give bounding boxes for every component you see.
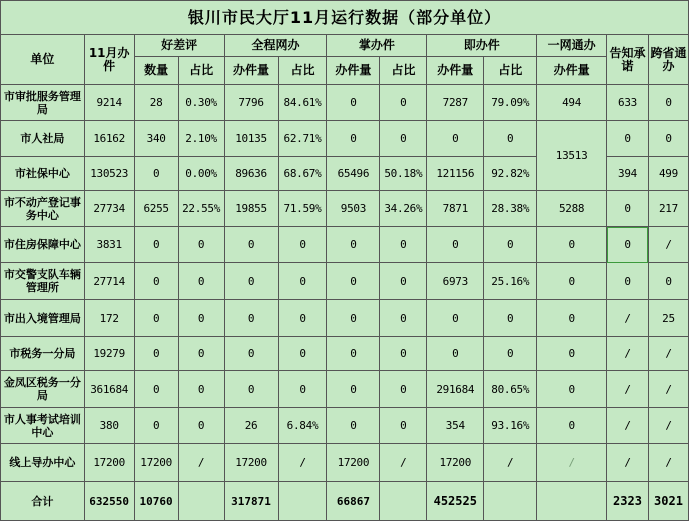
- table-row: [1, 444, 689, 482]
- cell-online[interactable]: 0: [224, 371, 278, 408]
- header-notify: 告知承诺: [607, 35, 649, 85]
- cell-gb-count[interactable]: 0: [134, 157, 178, 191]
- page-title: 银川市民大厅11月运行数据（部分单位）: [1, 1, 689, 35]
- cell-one-net[interactable]: 0: [537, 371, 607, 408]
- cell-instant-ratio[interactable]: /: [484, 444, 537, 482]
- cell-unit[interactable]: 市人事考试培训中心: [1, 408, 85, 444]
- cell-cross[interactable]: /: [648, 444, 688, 482]
- cell-online[interactable]: 19855: [224, 191, 278, 227]
- subheader-online-ratio: 占比: [278, 57, 327, 85]
- cell-notify[interactable]: 0: [607, 121, 649, 157]
- cell-nov[interactable]: 27734: [84, 191, 134, 227]
- cell-online-ratio[interactable]: 62.71%: [278, 121, 327, 157]
- subheader-online-volume: 办件量: [224, 57, 278, 85]
- cell-online[interactable]: 89636: [224, 157, 278, 191]
- cell-mobile[interactable]: 17200: [327, 444, 380, 482]
- cell-unit[interactable]: 市人社局: [1, 121, 85, 157]
- cell-notify[interactable]: /: [607, 444, 649, 482]
- cell-mobile-ratio[interactable]: 34.26%: [380, 191, 427, 227]
- cell-instant[interactable]: 354: [427, 408, 484, 444]
- table-row: [1, 263, 689, 300]
- cell-unit[interactable]: 线上导办中心: [1, 444, 85, 482]
- cell-online-ratio[interactable]: 0: [278, 227, 327, 263]
- cell-mobile-ratio[interactable]: 0: [380, 371, 427, 408]
- cell-total-gb-ratio[interactable]: [178, 482, 224, 521]
- cell-gb-ratio[interactable]: 2.10%: [178, 121, 224, 157]
- cell-mobile[interactable]: 9503: [327, 191, 380, 227]
- cell-gb-ratio[interactable]: 22.55%: [178, 191, 224, 227]
- subheader-gb-count: 数量: [134, 57, 178, 85]
- table-row: [1, 121, 689, 157]
- cell-online-ratio[interactable]: 0: [278, 300, 327, 337]
- cell-mobile-ratio[interactable]: 0: [380, 408, 427, 444]
- cell-online[interactable]: 0: [224, 263, 278, 300]
- cell-online-ratio[interactable]: 68.67%: [278, 157, 327, 191]
- cell-instant[interactable]: 6973: [427, 263, 484, 300]
- cell-notify[interactable]: /: [607, 408, 649, 444]
- cell-mobile-ratio[interactable]: 0: [380, 300, 427, 337]
- cell-instant-ratio[interactable]: 92.82%: [484, 157, 537, 191]
- cell-cross[interactable]: 217: [648, 191, 688, 227]
- table-row: [1, 300, 689, 337]
- cell-cross[interactable]: /: [648, 227, 688, 263]
- cell-notify[interactable]: 0: [607, 263, 649, 300]
- header-good-bad: 好差评: [134, 35, 224, 57]
- cell-cross[interactable]: 0: [648, 263, 688, 300]
- cell-mobile-ratio[interactable]: 0: [380, 85, 427, 121]
- cell-instant[interactable]: 121156: [427, 157, 484, 191]
- cell-gb-count[interactable]: 340: [134, 121, 178, 157]
- subheader-mobile-volume: 办件量: [327, 57, 380, 85]
- table-row: [1, 227, 689, 263]
- cell-mobile-ratio[interactable]: 0: [380, 121, 427, 157]
- cell-one-net[interactable]: 0: [537, 300, 607, 337]
- subheader-one-net-volume: 办件量: [537, 57, 607, 85]
- cell-nov[interactable]: 17200: [84, 444, 134, 482]
- cell-cross[interactable]: /: [648, 408, 688, 444]
- cell-mobile[interactable]: 0: [327, 121, 380, 157]
- cell-gb-ratio[interactable]: 0: [178, 371, 224, 408]
- cell-notify[interactable]: /: [607, 300, 649, 337]
- cell-instant[interactable]: 291684: [427, 371, 484, 408]
- cell-total-one-net[interactable]: [537, 482, 607, 521]
- cell-instant-ratio[interactable]: 0: [484, 121, 537, 157]
- table-row: [1, 371, 689, 408]
- cell-online[interactable]: 10135: [224, 121, 278, 157]
- header-one-net: 一网通办: [537, 35, 607, 57]
- subheader-instant-volume: 办件量: [427, 57, 484, 85]
- header-nov: 11月办件: [84, 35, 134, 85]
- cell-online[interactable]: 0: [224, 300, 278, 337]
- total-row: [1, 482, 689, 521]
- cell-gb-count[interactable]: 0: [134, 263, 178, 300]
- cell-gb-ratio[interactable]: /: [178, 444, 224, 482]
- cell-mobile[interactable]: 65496: [327, 157, 380, 191]
- cell-notify[interactable]: /: [607, 371, 649, 408]
- cell-instant[interactable]: 0: [427, 300, 484, 337]
- cell-instant-ratio[interactable]: 0: [484, 227, 537, 263]
- cell-gb-ratio[interactable]: 0.00%: [178, 157, 224, 191]
- cell-one-net[interactable]: 0: [537, 263, 607, 300]
- cell-mobile-ratio[interactable]: 0: [380, 337, 427, 371]
- cell-gb-ratio[interactable]: 0: [178, 263, 224, 300]
- cell-nov[interactable]: 19279: [84, 337, 134, 371]
- cell-online-ratio[interactable]: /: [278, 444, 327, 482]
- cell-instant-ratio[interactable]: 0: [484, 300, 537, 337]
- header-full-online: 全程网办: [224, 35, 327, 57]
- cell-mobile-ratio[interactable]: 0: [380, 227, 427, 263]
- cell-unit[interactable]: 市社保中心: [1, 157, 85, 191]
- cell-cross[interactable]: 25: [648, 300, 688, 337]
- cell-nov[interactable]: 361684: [84, 371, 134, 408]
- cell-gb-ratio[interactable]: 0.30%: [178, 85, 224, 121]
- cell-notify-selected[interactable]: 0: [607, 227, 649, 263]
- cell-cross[interactable]: /: [648, 337, 688, 371]
- cell-online-ratio[interactable]: 0: [278, 337, 327, 371]
- cell-nov[interactable]: 380: [84, 408, 134, 444]
- cell-total-notify[interactable]: 2323: [607, 482, 649, 521]
- cell-mobile[interactable]: 0: [327, 85, 380, 121]
- cell-online[interactable]: 17200: [224, 444, 278, 482]
- cell-online[interactable]: 26: [224, 408, 278, 444]
- cell-online[interactable]: 7796: [224, 85, 278, 121]
- cell-mobile[interactable]: 0: [327, 227, 380, 263]
- cell-nov[interactable]: 172: [84, 300, 134, 337]
- table-row: [1, 408, 689, 444]
- cell-nov[interactable]: 130523: [84, 157, 134, 191]
- cell-nov[interactable]: 9214: [84, 85, 134, 121]
- cell-notify[interactable]: 394: [607, 157, 649, 191]
- cell-instant-ratio[interactable]: 0: [484, 337, 537, 371]
- header-cross-province: 跨省通办: [648, 35, 688, 85]
- cell-gb-count[interactable]: 0: [134, 408, 178, 444]
- table-row: [1, 191, 689, 227]
- cell-instant[interactable]: 17200: [427, 444, 484, 482]
- cell-mobile[interactable]: 0: [327, 371, 380, 408]
- cell-total-online[interactable]: 317871: [224, 482, 278, 521]
- cell-instant-ratio[interactable]: 28.38%: [484, 191, 537, 227]
- subheader-gb-ratio: 占比: [178, 57, 224, 85]
- cell-gb-ratio[interactable]: 0: [178, 227, 224, 263]
- table-row: [1, 337, 689, 371]
- cell-online-ratio[interactable]: 71.59%: [278, 191, 327, 227]
- cell-unit[interactable]: 市不动产登记事务中心: [1, 191, 85, 227]
- table-row: [1, 85, 689, 121]
- cell-total-cross[interactable]: 3021: [648, 482, 688, 521]
- cell-gb-count[interactable]: 0: [134, 300, 178, 337]
- cell-gb-count[interactable]: 0: [134, 337, 178, 371]
- cell-online[interactable]: 0: [224, 227, 278, 263]
- cell-total-mobile-ratio[interactable]: [380, 482, 427, 521]
- cell-mobile-ratio[interactable]: 0: [380, 263, 427, 300]
- cell-instant[interactable]: 0: [427, 227, 484, 263]
- cell-one-net-merged[interactable]: 13513: [537, 121, 607, 191]
- cell-online-ratio[interactable]: 0: [278, 263, 327, 300]
- cell-instant[interactable]: 0: [427, 121, 484, 157]
- cell-total-gb-count[interactable]: 10760: [134, 482, 178, 521]
- cell-instant[interactable]: 7871: [427, 191, 484, 227]
- header-unit: 单位: [1, 35, 85, 85]
- cell-cross[interactable]: 0: [648, 121, 688, 157]
- cell-mobile[interactable]: 0: [327, 408, 380, 444]
- cell-online[interactable]: 0: [224, 337, 278, 371]
- cell-instant[interactable]: 0: [427, 337, 484, 371]
- cell-mobile-ratio[interactable]: 50.18%: [380, 157, 427, 191]
- cell-one-net[interactable]: /: [537, 444, 607, 482]
- cell-gb-count[interactable]: 0: [134, 371, 178, 408]
- cell-total-mobile[interactable]: 66867: [327, 482, 380, 521]
- subheader-instant-ratio: 占比: [484, 57, 537, 85]
- cell-one-net[interactable]: 494: [537, 85, 607, 121]
- cell-unit[interactable]: 市税务一分局: [1, 337, 85, 371]
- cell-gb-ratio[interactable]: 0: [178, 337, 224, 371]
- cell-instant-ratio[interactable]: 80.65%: [484, 371, 537, 408]
- cell-unit[interactable]: 市审批服务管理局: [1, 85, 85, 121]
- cell-gb-count[interactable]: 0: [134, 227, 178, 263]
- header-instant: 即办件: [427, 35, 537, 57]
- cell-notify[interactable]: /: [607, 337, 649, 371]
- cell-online-ratio[interactable]: 84.61%: [278, 85, 327, 121]
- cell-total-instant-ratio[interactable]: [484, 482, 537, 521]
- cell-unit[interactable]: 金凤区税务一分局: [1, 371, 85, 408]
- cell-instant-ratio[interactable]: 93.16%: [484, 408, 537, 444]
- cell-unit[interactable]: 市出入境管理局: [1, 300, 85, 337]
- cell-one-net[interactable]: 5288: [537, 191, 607, 227]
- cell-instant-ratio[interactable]: 79.09%: [484, 85, 537, 121]
- cell-notify[interactable]: 0: [607, 191, 649, 227]
- cell-gb-ratio[interactable]: 0: [178, 408, 224, 444]
- subheader-mobile-ratio: 占比: [380, 57, 427, 85]
- cell-total-label[interactable]: 合计: [1, 482, 85, 521]
- cell-gb-ratio[interactable]: 0: [178, 300, 224, 337]
- cell-mobile[interactable]: 0: [327, 337, 380, 371]
- cell-total-nov[interactable]: 632550: [84, 482, 134, 521]
- cell-one-net[interactable]: 0: [537, 337, 607, 371]
- cell-mobile[interactable]: 0: [327, 263, 380, 300]
- cell-one-net[interactable]: 0: [537, 227, 607, 263]
- cell-online-ratio[interactable]: 6.84%: [278, 408, 327, 444]
- cell-one-net[interactable]: 0: [537, 408, 607, 444]
- cell-nov[interactable]: 3831: [84, 227, 134, 263]
- cell-total-online-ratio[interactable]: [278, 482, 327, 521]
- cell-notify[interactable]: 633: [607, 85, 649, 121]
- cell-nov[interactable]: 27714: [84, 263, 134, 300]
- cell-gb-count[interactable]: 28: [134, 85, 178, 121]
- cell-total-instant[interactable]: 452525: [427, 482, 484, 521]
- cell-cross[interactable]: /: [648, 371, 688, 408]
- cell-gb-count[interactable]: 6255: [134, 191, 178, 227]
- cell-gb-count[interactable]: 17200: [134, 444, 178, 482]
- cell-instant[interactable]: 7287: [427, 85, 484, 121]
- cell-instant-ratio[interactable]: 25.16%: [484, 263, 537, 300]
- cell-cross[interactable]: 499: [648, 157, 688, 191]
- cell-cross[interactable]: 0: [648, 85, 688, 121]
- cell-unit[interactable]: 市交警支队车辆管理所: [1, 263, 85, 300]
- header-mobile: 掌办件: [327, 35, 427, 57]
- cell-online-ratio[interactable]: 0: [278, 371, 327, 408]
- cell-unit[interactable]: 市住房保障中心: [1, 227, 85, 263]
- cell-mobile[interactable]: 0: [327, 300, 380, 337]
- cell-mobile-ratio[interactable]: /: [380, 444, 427, 482]
- cell-nov[interactable]: 16162: [84, 121, 134, 157]
